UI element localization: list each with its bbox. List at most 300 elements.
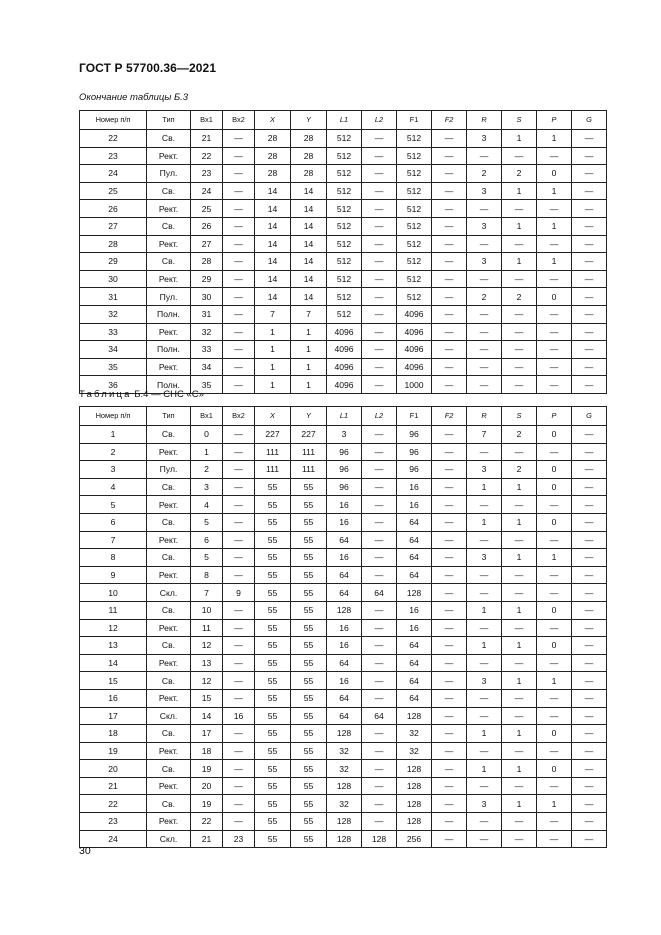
table-cell: 55 [255, 584, 291, 602]
table-cell: 3 [467, 182, 502, 200]
table-row [80, 305, 607, 323]
table-cell: 64 [362, 707, 397, 725]
table-row [80, 549, 607, 567]
table-cell: 28 [291, 130, 327, 148]
column-header: L1 [327, 111, 362, 130]
table-cell: 5 [80, 496, 147, 514]
table-cell: 128 [362, 830, 397, 848]
table-cell: 96 [327, 478, 362, 496]
table-cell: — [362, 443, 397, 461]
table-cell: 1 [537, 795, 572, 813]
table-cell: 1 [291, 358, 327, 376]
table-cell: 1 [502, 130, 537, 148]
table-cell: Полн. [147, 341, 191, 359]
table-cell: — [432, 426, 467, 444]
table-cell: Скл. [147, 584, 191, 602]
table-cell: — [223, 323, 255, 341]
table-cell: 55 [291, 672, 327, 690]
table-cell: 128 [397, 707, 432, 725]
table-row [80, 358, 607, 376]
table-cell: — [572, 725, 607, 743]
table-cell: 16 [327, 637, 362, 655]
table-cell: — [432, 795, 467, 813]
table-cell: 28 [80, 235, 147, 253]
table-row [80, 200, 607, 218]
table-row [80, 217, 607, 235]
table-cell: 0 [537, 426, 572, 444]
table-cell: 55 [255, 549, 291, 567]
table-cell: — [572, 584, 607, 602]
table-cell: — [223, 725, 255, 743]
table-cell: Св. [147, 478, 191, 496]
table-cell: — [223, 601, 255, 619]
table-cell: 4 [191, 496, 223, 514]
table-cell: 55 [255, 760, 291, 778]
table-cell: — [432, 478, 467, 496]
table-cell: Св. [147, 760, 191, 778]
table-cell: — [502, 270, 537, 288]
table-cell: — [502, 584, 537, 602]
table-b4-caption [79, 389, 204, 400]
table-cell: 1 [291, 323, 327, 341]
table-cell: — [362, 200, 397, 218]
table-cell: 1 [255, 323, 291, 341]
column-header: Номер п/п [80, 111, 147, 130]
table-cell: 111 [291, 443, 327, 461]
table-cell: — [432, 672, 467, 690]
table-cell: 29 [191, 270, 223, 288]
table-cell: 128 [397, 813, 432, 831]
table-cell: — [537, 619, 572, 637]
table-cell: — [572, 235, 607, 253]
table-cell: — [467, 777, 502, 795]
table-cell: Пул. [147, 165, 191, 183]
table-cell: Пул. [147, 461, 191, 479]
table-cell: 64 [327, 689, 362, 707]
table-cell: 14 [291, 235, 327, 253]
table-cell: — [432, 165, 467, 183]
table-cell: 55 [255, 777, 291, 795]
table-cell: 1 [191, 443, 223, 461]
table-cell: 14 [255, 253, 291, 271]
table-cell: 32 [327, 795, 362, 813]
table-cell: — [502, 654, 537, 672]
table-row [80, 478, 607, 496]
table-cell: 512 [397, 253, 432, 271]
table-cell: 1 [467, 478, 502, 496]
table-cell: 1 [291, 376, 327, 394]
table-cell: 64 [327, 707, 362, 725]
table-cell: Рект. [147, 654, 191, 672]
table-cell: 512 [327, 235, 362, 253]
table-cell: — [467, 200, 502, 218]
table-cell: — [432, 217, 467, 235]
table-cell: 55 [291, 707, 327, 725]
table-cell: 0 [537, 601, 572, 619]
table-cell: — [467, 323, 502, 341]
table-cell: — [572, 760, 607, 778]
table-cell: 128 [327, 725, 362, 743]
table-cell: 1 [502, 549, 537, 567]
table-cell: 55 [255, 513, 291, 531]
table-cell: — [572, 619, 607, 637]
table-cell: 128 [397, 760, 432, 778]
table-cell: — [502, 689, 537, 707]
table-cell: — [467, 235, 502, 253]
table-cell: 64 [327, 584, 362, 602]
table-row [80, 619, 607, 637]
table-cell: 64 [397, 637, 432, 655]
table-row [80, 182, 607, 200]
table-cell: — [362, 637, 397, 655]
table-cell: 55 [291, 760, 327, 778]
table-cell: 6 [191, 531, 223, 549]
table-cell: — [362, 341, 397, 359]
table-cell: 512 [327, 200, 362, 218]
table-cell: 35 [191, 376, 223, 394]
table-cell: 55 [255, 531, 291, 549]
table-cell: Пул. [147, 288, 191, 306]
table-cell: 28 [291, 165, 327, 183]
table-cell: — [572, 830, 607, 848]
table-cell: — [572, 672, 607, 690]
table-row [80, 672, 607, 690]
table-cell: 16 [80, 689, 147, 707]
table-cell: — [502, 147, 537, 165]
table-cell: 2 [467, 165, 502, 183]
table-cell: Рект. [147, 358, 191, 376]
table-cell: 227 [291, 426, 327, 444]
table-cell: 4096 [397, 358, 432, 376]
table-cell: — [467, 147, 502, 165]
table-cell: — [502, 830, 537, 848]
table-cell: 3 [80, 461, 147, 479]
table-cell: 14 [191, 707, 223, 725]
table-cell: 0 [537, 461, 572, 479]
table-cell: — [432, 689, 467, 707]
table-cell: 27 [80, 217, 147, 235]
table-cell: 1 [537, 182, 572, 200]
table-cell: — [502, 619, 537, 637]
column-header: F2 [432, 407, 467, 426]
table-cell: 19 [191, 760, 223, 778]
column-header: Y [291, 407, 327, 426]
table-cell: — [572, 323, 607, 341]
table-cell: — [432, 200, 467, 218]
table-cell: 1 [255, 341, 291, 359]
table-cell: — [467, 305, 502, 323]
table-cell: 36 [80, 376, 147, 394]
table-cell: 96 [397, 426, 432, 444]
table-cell: — [223, 147, 255, 165]
table-cell: 512 [327, 288, 362, 306]
column-header: X [255, 407, 291, 426]
table-cell: 55 [255, 478, 291, 496]
table-cell: 64 [327, 531, 362, 549]
table-b4 [79, 406, 607, 848]
table-cell: 2 [502, 165, 537, 183]
table-cell: 2 [502, 288, 537, 306]
table-cell: Св. [147, 182, 191, 200]
column-header: Номер п/п [80, 407, 147, 426]
table-cell: — [223, 376, 255, 394]
table-cell: 55 [255, 672, 291, 690]
table-cell: 1 [537, 130, 572, 148]
column-header: Вх1 [191, 407, 223, 426]
table-cell: — [362, 235, 397, 253]
table-cell: 28 [255, 165, 291, 183]
table-cell: 14 [291, 270, 327, 288]
column-header: P [537, 111, 572, 130]
table-cell: — [467, 813, 502, 831]
table-cell: — [432, 725, 467, 743]
table-row [80, 496, 607, 514]
table-cell: 55 [291, 531, 327, 549]
table-cell: Рект. [147, 531, 191, 549]
table-cell: — [362, 795, 397, 813]
table-cell: — [537, 584, 572, 602]
table-cell: Полн. [147, 376, 191, 394]
table-cell: — [467, 566, 502, 584]
table-row [80, 830, 607, 848]
table-cell: 512 [397, 165, 432, 183]
table-cell: 22 [80, 130, 147, 148]
table-cell: 96 [327, 443, 362, 461]
table-cell: 1 [80, 426, 147, 444]
table-cell: — [362, 689, 397, 707]
table-cell: 30 [80, 270, 147, 288]
table-cell: — [362, 601, 397, 619]
table-row [80, 707, 607, 725]
table-cell: — [537, 376, 572, 394]
table-cell: — [537, 270, 572, 288]
table-cell: 64 [327, 654, 362, 672]
table-cell: 21 [80, 777, 147, 795]
table-cell: 0 [537, 478, 572, 496]
table-cell: 512 [327, 305, 362, 323]
table-cell: 32 [397, 742, 432, 760]
table-cell: — [223, 496, 255, 514]
table-cell: — [537, 147, 572, 165]
table-cell: — [432, 147, 467, 165]
column-header: L2 [362, 111, 397, 130]
table-cell: 16 [327, 513, 362, 531]
table-cell: 96 [397, 461, 432, 479]
table-cell: 5 [191, 513, 223, 531]
table-cell: 512 [397, 235, 432, 253]
table-cell: Рект. [147, 813, 191, 831]
table-cell: — [572, 813, 607, 831]
table-cell: 4096 [327, 323, 362, 341]
table-cell: — [572, 566, 607, 584]
table-cell: 64 [397, 531, 432, 549]
table-cell: 21 [191, 130, 223, 148]
table-cell: 512 [397, 130, 432, 148]
table-cell: 26 [80, 200, 147, 218]
table-cell: Рект. [147, 619, 191, 637]
table-cell: 3 [191, 478, 223, 496]
table-cell: 8 [191, 566, 223, 584]
table-row [80, 513, 607, 531]
table-cell: Рект. [147, 200, 191, 218]
table-cell: 2 [502, 461, 537, 479]
table-cell: — [572, 341, 607, 359]
table-cell: 128 [327, 830, 362, 848]
table-cell: — [467, 689, 502, 707]
table-cell: — [572, 478, 607, 496]
column-header: Y [291, 111, 327, 130]
table-row [80, 654, 607, 672]
table-cell: 55 [291, 725, 327, 743]
table-cell: 1 [537, 253, 572, 271]
table-cell: 0 [537, 725, 572, 743]
table-cell: — [572, 358, 607, 376]
table-cell: 14 [291, 253, 327, 271]
table-cell: Св. [147, 795, 191, 813]
table-cell: 55 [291, 549, 327, 567]
table-cell: — [432, 513, 467, 531]
table-cell: 512 [397, 217, 432, 235]
table-cell: 64 [397, 689, 432, 707]
table-cell: — [572, 165, 607, 183]
table-cell: 18 [80, 725, 147, 743]
table-cell: — [362, 376, 397, 394]
table-cell: 2 [80, 443, 147, 461]
table-cell: 16 [223, 707, 255, 725]
table-cell: 3 [327, 426, 362, 444]
table-cell: — [223, 777, 255, 795]
column-header: Вх1 [191, 111, 223, 130]
table-cell: — [223, 795, 255, 813]
column-header: Тип [147, 111, 191, 130]
table-cell: 23 [191, 165, 223, 183]
table-cell: — [502, 566, 537, 584]
table-cell: 34 [191, 358, 223, 376]
table-cell: — [537, 777, 572, 795]
table-cell: — [223, 689, 255, 707]
table-cell: 55 [255, 830, 291, 848]
table-cell: 24 [191, 182, 223, 200]
page-number: 30 [79, 845, 91, 857]
table-cell: — [223, 531, 255, 549]
table-cell: 1 [255, 358, 291, 376]
table-cell: — [537, 200, 572, 218]
table-cell: — [362, 566, 397, 584]
table-cell: — [432, 496, 467, 514]
table-cell: 24 [80, 165, 147, 183]
table-cell: — [502, 742, 537, 760]
column-header: S [502, 407, 537, 426]
table-cell: — [537, 689, 572, 707]
table-cell: 8 [80, 549, 147, 567]
table-cell: — [537, 496, 572, 514]
table-cell: 7 [191, 584, 223, 602]
table-cell: — [223, 288, 255, 306]
table-cell: 4096 [327, 341, 362, 359]
table-cell: 128 [397, 777, 432, 795]
table-cell: 55 [291, 742, 327, 760]
table-cell: 4096 [397, 323, 432, 341]
table-row [80, 270, 607, 288]
table-cell: — [537, 531, 572, 549]
table-cell: — [502, 341, 537, 359]
table-cell: 4096 [397, 341, 432, 359]
table-cell: Св. [147, 549, 191, 567]
table-cell: 22 [191, 147, 223, 165]
table-cell: 1 [537, 549, 572, 567]
table-cell: Св. [147, 601, 191, 619]
table-cell: — [362, 672, 397, 690]
table-cell: — [432, 253, 467, 271]
table-cell: — [362, 549, 397, 567]
table-cell: Рект. [147, 777, 191, 795]
table-cell: 55 [255, 566, 291, 584]
table-cell: — [223, 130, 255, 148]
table-cell: — [362, 777, 397, 795]
table-cell: — [362, 531, 397, 549]
table-cell: — [432, 777, 467, 795]
table-cell: 55 [291, 496, 327, 514]
table-row [80, 235, 607, 253]
table-cell: — [467, 584, 502, 602]
table-cell: — [537, 830, 572, 848]
table-cell: — [537, 566, 572, 584]
table-cell: — [223, 513, 255, 531]
table-cell: — [572, 426, 607, 444]
table-cell: — [572, 376, 607, 394]
table-cell: 55 [255, 619, 291, 637]
table-cell: 111 [291, 461, 327, 479]
table-cell: 55 [291, 813, 327, 831]
table-header-row [80, 111, 607, 130]
table-cell: — [223, 426, 255, 444]
table-cell: 3 [467, 217, 502, 235]
table-b3-end [79, 110, 607, 394]
table-cell: Рект. [147, 147, 191, 165]
table-row [80, 566, 607, 584]
table-cell: 14 [255, 288, 291, 306]
table-cell: — [223, 566, 255, 584]
table-cell: 0 [537, 637, 572, 655]
table-cell: 28 [255, 130, 291, 148]
table-cell: 14 [255, 235, 291, 253]
table-cell: 96 [327, 461, 362, 479]
table-cell: 96 [397, 443, 432, 461]
table-cell: 7 [291, 305, 327, 323]
table-cell: 512 [397, 270, 432, 288]
table-cell: 13 [80, 637, 147, 655]
table-cell: 14 [255, 182, 291, 200]
table-cell: 55 [291, 830, 327, 848]
table-cell: — [467, 619, 502, 637]
table-cell: — [223, 235, 255, 253]
table-cell: — [432, 707, 467, 725]
table-row [80, 777, 607, 795]
table-cell: 21 [191, 830, 223, 848]
table-cell: Св. [147, 130, 191, 148]
table-cell: 32 [327, 760, 362, 778]
table-cell: — [467, 341, 502, 359]
table-cell: 1 [502, 725, 537, 743]
table-cell: 1000 [397, 376, 432, 394]
table-cell: — [572, 531, 607, 549]
table-cell: — [467, 654, 502, 672]
table-cell: 55 [255, 742, 291, 760]
table-cell: 55 [255, 795, 291, 813]
table-cell: — [223, 358, 255, 376]
table-cell: — [432, 358, 467, 376]
table-cell: 28 [291, 147, 327, 165]
